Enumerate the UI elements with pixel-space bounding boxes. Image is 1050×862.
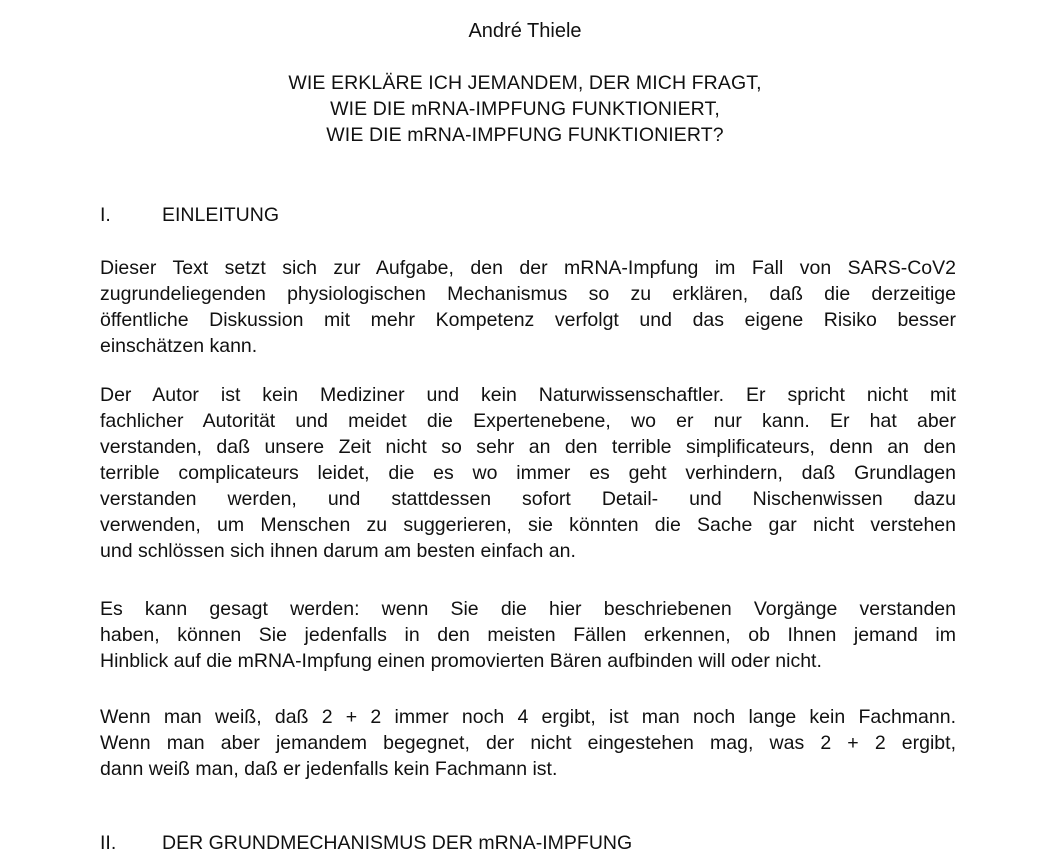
- section-heading-einleitung: [100, 202, 279, 228]
- paragraph-line: verstanden, daß unsere Zeit nicht so sehr an den terrible simplificateurs, denn an den: [100, 436, 956, 458]
- paragraph-line: öffentliche Diskussion mit mehr Kompetenz verfolgt und das eigene Risiko besser: [100, 309, 956, 331]
- section-title: EINLEITUNG: [162, 204, 280, 226]
- paragraph: [100, 596, 956, 674]
- paragraph-line: Hinblick auf die mRNA-Impfung einen promovierten Bären aufbinden will oder nicht.: [100, 650, 822, 672]
- paragraph-line: haben, können Sie jedenfalls in den meisten Fällen erkennen, ob Ihnen jemand im: [100, 624, 956, 646]
- paragraph-line: zugrundeliegenden physiologischen Mechanismus so zu erklären, daß die derzeitige: [100, 283, 956, 305]
- title-line: WIE DIE mRNA-IMPFUNG FUNKTIONIERT,: [330, 98, 720, 120]
- author-name: André Thiele: [468, 20, 582, 42]
- paragraph: [100, 704, 956, 782]
- paragraph-line: fachlicher Autorität und meidet die Expertenebene, wo er nur kann. Er hat aber: [100, 410, 956, 432]
- paragraph: [100, 382, 956, 564]
- paragraph-line: verstanden werden, und stattdessen sofort Detail- und Nischenwissen dazu: [100, 488, 956, 510]
- paragraph-line: einschätzen kann.: [100, 335, 258, 357]
- section-title: DER GRUNDMECHANISMUS DER mRNA-IMPFUNG: [162, 832, 633, 854]
- section-heading-grundmechanismus: [100, 830, 632, 856]
- paragraph-line: Dieser Text setzt sich zur Aufgabe, den der mRNA-Impfung im Fall von SARS-CoV2: [100, 257, 956, 279]
- paragraph-line: verwenden, um Menschen zu suggerieren, sie könnten die Sache gar nicht verstehen: [100, 514, 956, 536]
- paragraph-line: dann weiß man, daß er jedenfalls kein Fachmann ist.: [100, 758, 558, 780]
- paragraph-line: Wenn man aber jemandem begegnet, der nicht eingestehen mag, was 2 + 2 ergibt,: [100, 732, 956, 754]
- paragraph-line: Der Autor ist kein Mediziner und kein Naturwissenschaftler. Er spricht nicht mit: [100, 384, 956, 406]
- paragraph-line: und schlössen sich ihnen darum am besten einfach an.: [100, 540, 576, 562]
- paragraph-line: terrible complicateurs leidet, die es wo immer es geht verhindern, daß Grundlagen: [100, 462, 956, 484]
- paragraph-line: Wenn man weiß, daß 2 + 2 immer noch 4 ergibt, ist man noch lange kein Fachmann.: [100, 706, 956, 728]
- section-number: II.: [100, 832, 117, 854]
- title-line: WIE DIE mRNA-IMPFUNG FUNKTIONIERT?: [326, 124, 724, 146]
- paragraph-line: Es kann gesagt werden: wenn Sie die hier beschriebenen Vorgänge verstanden: [100, 598, 956, 620]
- document-title: [0, 70, 1050, 148]
- section-number: I.: [100, 204, 111, 226]
- paragraph: [100, 255, 956, 359]
- title-line: WIE ERKLÄRE ICH JEMANDEM, DER MICH FRAGT,: [288, 72, 762, 94]
